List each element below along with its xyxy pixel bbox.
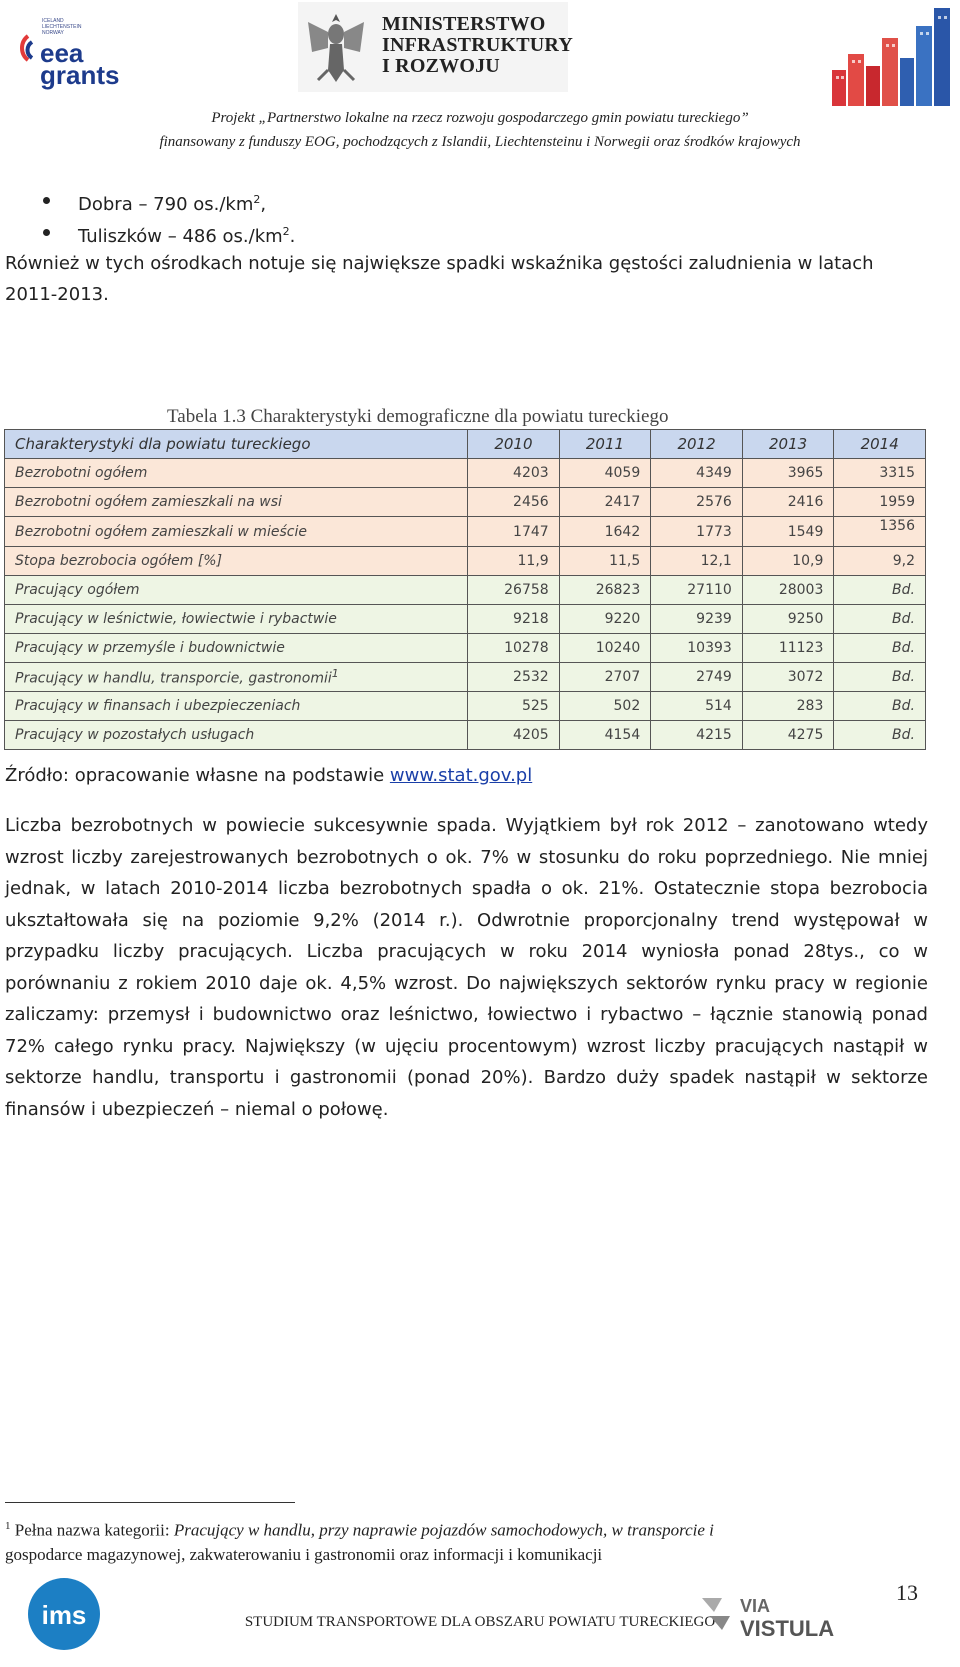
table-cell: 9218: [468, 605, 560, 634]
table-cell: 1642: [559, 517, 651, 547]
eea-swirl-icon: [18, 32, 40, 72]
table-cell: 12,1: [651, 547, 743, 576]
row-label: Pracujący w przemyśle i budownictwie: [5, 634, 468, 663]
column-header: 2012: [651, 430, 743, 459]
eea-countries: ICELAND LIECHTENSTEIN NORWAY: [42, 18, 82, 36]
column-header: 2013: [742, 430, 834, 459]
project-title: Projekt „Partnerstwo lokalne na rzecz rozwoju gospodarczego gmin powiatu tureckiego”: [211, 110, 749, 126]
eea-grants-logo: [18, 18, 118, 88]
table-cell: 9239: [651, 605, 743, 634]
ims-logo: ims: [28, 1578, 100, 1650]
table-cell: 26758: [468, 576, 560, 605]
table-cell: 11,9: [468, 547, 560, 576]
table-caption: Tabela 1.3 Charakterystyki demograficzne dla powiatu tureckiego: [167, 406, 669, 427]
column-header: 2011: [559, 430, 651, 459]
table-cell: 1773: [651, 517, 743, 547]
page-number: 13: [896, 1580, 918, 1605]
table-cell: Bd.: [834, 634, 926, 663]
table-row: [5, 459, 926, 488]
footer-title: STUDIUM TRANSPORTOWE DLA OBSZARU POWIATU TURECKIEGO: [244, 1614, 716, 1630]
table-row: [5, 605, 926, 634]
table-row: [5, 634, 926, 663]
footnote-ref: 1: [331, 667, 339, 681]
table-cell: Bd.: [834, 692, 926, 721]
list-item: Dobra – 790 $os./km^2$,: [40, 184, 295, 216]
row-label: Bezrobotni ogółem zamieszkali w mieście: [5, 517, 468, 547]
table-cell: 2749: [651, 663, 743, 692]
table-cell: 9,2: [834, 547, 926, 576]
table-cell: 4059: [559, 459, 651, 488]
row-label: Bezrobotni ogółem: [5, 459, 468, 488]
table-cell: 4215: [651, 721, 743, 750]
table-cell: 3965: [742, 459, 834, 488]
ministry-logo: [298, 2, 574, 92]
row-label: Pracujący w leśnictwie, łowiectwie i rybactwie: [5, 605, 468, 634]
table-cell: Bd.: [834, 721, 926, 750]
table-cell: 1747: [468, 517, 560, 547]
eea-wordmark: eea grants: [40, 38, 120, 90]
ministry-name: MINISTERSTWO INFRASTRUKTURY I ROZWOJU: [382, 13, 574, 77]
svg-text:VISTULA: VISTULA: [740, 1616, 835, 1640]
table-cell: 27110: [651, 576, 743, 605]
table-row: [5, 692, 926, 721]
table-cell: 2707: [559, 663, 651, 692]
table-row: [5, 547, 926, 576]
table-cell: 514: [651, 692, 743, 721]
table-cell: 10278: [468, 634, 560, 663]
table-source: Źródło: opracowanie własne na podstawie www.stat.gov.pl: [5, 765, 533, 786]
table-cell: 4349: [651, 459, 743, 488]
table-cell: 4205: [468, 721, 560, 750]
svg-text:VIA: VIA: [740, 1596, 771, 1616]
footnote-divider: [5, 1502, 295, 1503]
table-cell: 11,5: [559, 547, 651, 576]
column-header: 2014: [834, 430, 926, 459]
table-row: [5, 721, 926, 750]
table-cell: 4154: [559, 721, 651, 750]
table-cell: 502: [559, 692, 651, 721]
data-table: [4, 429, 926, 750]
table-cell: 4275: [742, 721, 834, 750]
eagle-emblem-icon: [304, 8, 368, 88]
table-cell: Bd.: [834, 576, 926, 605]
table-cell: 3072: [742, 663, 834, 692]
table-row: [5, 517, 926, 547]
table-cell: 10,9: [742, 547, 834, 576]
table-cell: Bd.: [834, 605, 926, 634]
project-funding: finansowany z funduszy EOG, pochodzących z Islandii, Liechtensteinu i Norwegii oraz środków krajowych: [159, 134, 801, 150]
footnote: $^1$ Pełna nazwa kategorii: Pracujący w handlu, przy naprawie pojazdów samochodowych, w transporcie i gospodarce magazynowej, zakwaterowaniu i gastronomii oraz informacji i komunikacji: [5, 1520, 714, 1564]
paragraph: Liczba bezrobotnych w powiecie sukcesywnie spada. Wyjątkiem był rok 2012 – zanotowano wtedy wzrost liczby zarejestrowanych bezrobotnych o ok. 7% w stosunku do roku poprzedniego. Nie mniej jednak, w latach 2010-2014 liczba bezrobotnych spadła o ok. 21%. Ostatecznie stopa bezrobocia ukształtowała się na poziomie 9,2% (2014 r.). Odwrotnie proporcjonalny trend występował w przypadku liczby pracujących. Liczba pracujących w roku 2014 wyniosła ponad 28tys., co w porównaniu z rokiem 2010 daje ok. 4,5% wzrost. Do największych sektorów rynku pracy w regionie zaliczamy: przemysł i budownictwo oraz leśnictwo, łowiectwo i rybactwo – łącznie stanowią ponad 72% całego rynku pracy. Największy (w ujęciu procentowym) wzrost liczby pracujących nastąpił w sektorze handlu, transportu i gastronomii (ponad 20%). Bardzo duży spadek nastąpił w sektorze finansów i ubezpieczeń – niemal o połowę.: [5, 815, 928, 1120]
city-skyline-logo: [832, 8, 952, 108]
row-label: Pracujący w finansach i ubezpieczeniach: [5, 692, 468, 721]
row-label: Pracujący w handlu, transporcie, gastronomii$^1$: [5, 663, 468, 692]
via-vistula-logo: [700, 1590, 870, 1640]
table-cell: 1549: [742, 517, 834, 547]
table-cell: 2416: [742, 488, 834, 517]
table-cell: 2417: [559, 488, 651, 517]
row-label: Bezrobotni ogółem zamieszkali na wsi: [5, 488, 468, 517]
table-header-row: [5, 430, 926, 459]
table-cell: 10393: [651, 634, 743, 663]
table-cell: 4203: [468, 459, 560, 488]
table-row: [5, 576, 926, 605]
table-cell: 10240: [559, 634, 651, 663]
row-label: Stopa bezrobocia ogółem [%]: [5, 547, 468, 576]
column-header: 2010: [468, 430, 560, 459]
table-row: [5, 488, 926, 517]
table-row: [5, 663, 926, 692]
table-cell: 525: [468, 692, 560, 721]
table-cell: 283: [742, 692, 834, 721]
page-header: [0, 0, 960, 160]
row-label: Pracujący ogółem: [5, 576, 468, 605]
table-cell: 9250: [742, 605, 834, 634]
row-label: Pracujący w pozostałych usługach: [5, 721, 468, 750]
table-cell: 1959: [834, 488, 926, 517]
bullet-list: [40, 184, 295, 248]
table-cell: 9220: [559, 605, 651, 634]
table-cell: 11123: [742, 634, 834, 663]
table-cell: 1356: [834, 517, 926, 547]
column-header: Charakterystyki dla powiatu tureckiego: [5, 430, 468, 459]
source-link[interactable]: www.stat.gov.pl: [389, 765, 533, 786]
table-cell: 28003: [742, 576, 834, 605]
table-cell: Bd.: [834, 663, 926, 692]
list-item: Tuliszków – 486 $os./km^2$.: [40, 216, 295, 248]
paragraph: Również w tych ośrodkach notuje się największe spadki wskaźnika gęstości zaludnienia w latach 2011-2013.: [5, 253, 874, 305]
table-cell: 2576: [651, 488, 743, 517]
table-cell: 2456: [468, 488, 560, 517]
table-cell: 2532: [468, 663, 560, 692]
table-cell: 3315: [834, 459, 926, 488]
table-cell: 26823: [559, 576, 651, 605]
